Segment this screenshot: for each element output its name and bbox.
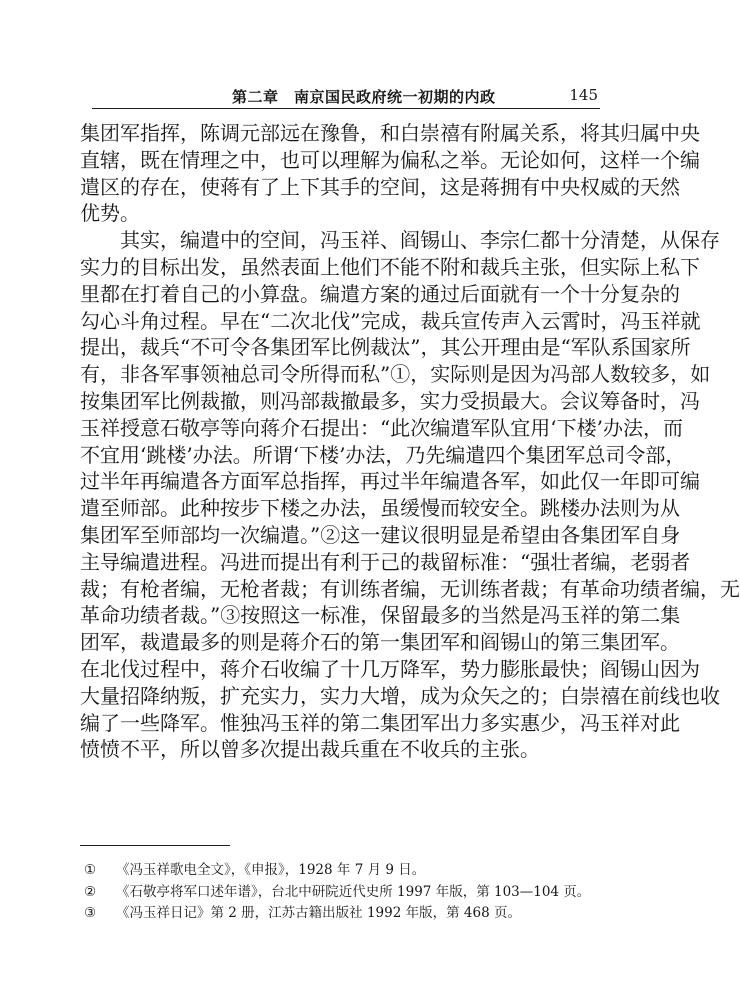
page-number: 145 — [569, 86, 598, 104]
text-line: 团军，裁遣最多的则是蒋介石的第一集团军和阎锡山的第三集团军。 — [80, 630, 680, 655]
running-header — [92, 86, 600, 109]
footnote-marker: ③ — [84, 905, 97, 921]
footnote-1 — [84, 860, 604, 882]
paragraph-1 — [80, 120, 700, 227]
text-line: 裁；有枪者编，无枪者裁；有训练者编，无训练者裁；有革命功绩者编，无 — [80, 576, 740, 601]
chapter-title: 第二章 南京国民政府统一初期的内政 — [232, 88, 496, 106]
footnote-2 — [84, 882, 604, 904]
text-line: 实力的目标出发，虽然表面上他们不能不附和裁兵主张，但实际上私下 — [80, 254, 700, 279]
text-line: 主导编遣进程。冯进而提出有利于己的裁留标准：“强壮者编，老弱者 — [80, 549, 691, 574]
text-line: 在北伐过程中，蒋介石收编了十几万降军，势力膨胀最快；阎锡山因为 — [80, 656, 700, 681]
text-line: 有，非各军事领袖总司令所得而私”①，实际则是因为冯部人数较多，如 — [80, 362, 711, 387]
footnote-divider — [80, 845, 230, 846]
footnote-text: 《石敬亭将军口述年谱》，台北中研院近代史所 1997 年版，第 103—104 页。 — [116, 883, 591, 900]
footnote-marker: ② — [84, 883, 97, 900]
text-line: 大量招降纳叛，扩充实力，实力大增，成为众矢之的；白崇禧在前线也收 — [80, 683, 720, 708]
body-text — [80, 120, 740, 763]
text-line: 遣至师部。此种按步下楼之办法，虽缓慢而较安全。跳楼办法则为从 — [80, 496, 680, 521]
text-line: 优势。 — [80, 201, 140, 226]
text-line: 遣区的存在，使蒋有了上下其手的空间，这是蒋拥有中央权威的天然 — [80, 174, 680, 199]
paragraph-2 — [80, 227, 740, 763]
text-line: 按集团军比例裁撤，则冯部裁撤最多，实力受损最大。会议筹备时，冯 — [80, 388, 700, 413]
text-line: 提出，裁兵“不可令各集团军比例裁汰”，其公开理由是“军队系国家所 — [80, 335, 691, 360]
footnotes — [84, 860, 604, 925]
text-line: 里都在打着自己的小算盘。编遣方案的通过后面就有一个十分复杂的 — [80, 281, 680, 306]
text-line: 过半年再编遣各方面军总指挥，再过半年编遣各军，如此仅一年即可编 — [80, 469, 700, 494]
text-line: 直辖，既在情理之中，也可以理解为偏私之举。无论如何，这样一个编 — [80, 147, 700, 172]
text-line: 革命功绩者裁。”③按照这一标准，保留最多的当然是冯玉祥的第二集 — [80, 603, 681, 628]
text-line: 愤愤不平，所以曾多次提出裁兵重在不收兵的主张。 — [80, 737, 540, 762]
footnote-marker: ① — [84, 862, 97, 878]
footnote-text: 《冯玉祥日记》第 2 册，江苏古籍出版社 1992 年版，第 468 页。 — [116, 905, 521, 921]
text-line: 编了一些降军。惟独冯玉祥的第二集团军出力多实惠少，冯玉祥对此 — [80, 710, 680, 735]
footnote-3 — [84, 903, 604, 925]
text-line: 其实，编遣中的空间，冯玉祥、阎锡山、李宗仁都十分清楚，从保存 — [120, 228, 720, 253]
footnote-text: 《冯玉祥歌电全文》，《申报》，1928 年 7 月 9 日。 — [116, 862, 426, 878]
text-line: 集团军至师部均一次编遣。”②这一建议很明显是希望由各集团军自身 — [80, 522, 681, 547]
text-line: 勾心斗角过程。早在“二次北伐”完成，裁兵宣传声入云霄时，冯玉祥就 — [80, 308, 701, 333]
text-line: 集团军指挥，陈调元部远在豫鲁，和白崇禧有附属关系，将其归属中央 — [80, 121, 700, 145]
text-line: 不宜用‘跳楼’办法。所谓‘下楼’办法，乃先编遣四个集团军总司令部， — [80, 442, 686, 467]
text-line: 玉祥授意石敬亭等向蒋介石提出：“此次编遣军队宜用‘下楼’办法，而 — [80, 415, 683, 440]
